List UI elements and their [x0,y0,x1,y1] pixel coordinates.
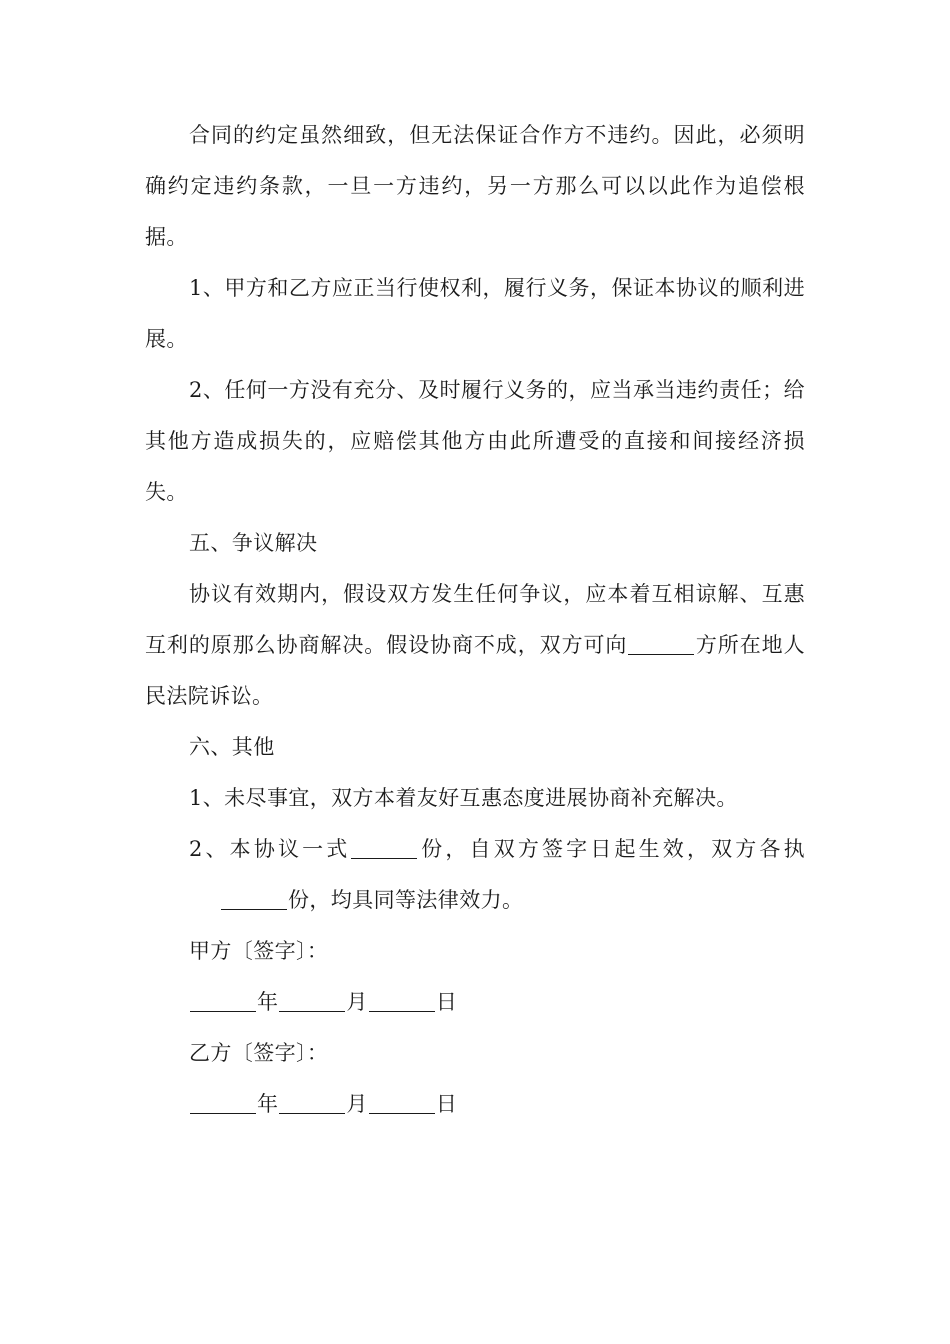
blank-field-day-b[interactable] [369,1092,435,1114]
blank-field-month-a[interactable] [279,990,345,1012]
blank-field-year-a[interactable] [190,990,256,1012]
day-label: 日 [435,1092,458,1116]
month-label: 月 [346,990,368,1014]
section-heading-other: 六、其他 [189,735,275,759]
paragraph-breach-intro: 合同的约定虽然细致，但无法保证合作方不违约。因此，必须明确约定违约条款，一旦一方违约，另一方那么可以以此作为追偿根据。 [145,123,805,249]
paragraph-dispute [145,569,805,722]
dispute-text-a: 协议有效期内，假设双方发生任何争议，应本着互相谅解、互惠互利的原那么协商解决。假设协商不成，双方可向 [145,582,805,657]
year-label: 年 [257,990,279,1014]
paragraph-clause-2: 2、任何一方没有充分、及时履行义务的，应当承当违约责任；给其他方造成损失的，应赔偿其他方由此所遭受的直接和间接经济损失。 [145,378,805,504]
signature-label-party-b: 乙方〔签字〕： [189,1041,329,1065]
signature-label-party-a: 甲方〔签字〕： [189,939,329,963]
copies-text-b: 份，自双方签字日起生效，双方各执 [418,837,805,861]
document-page [145,110,805,1130]
signature-date-party-a [145,977,805,1028]
section-heading-dispute: 五、争议解决 [189,531,318,555]
month-label: 月 [346,1092,368,1116]
blank-field-court[interactable] [628,633,694,655]
paragraph-other-1: 1、未尽事宜，双方本着友好互惠态度进展协商补充解决。 [189,786,738,810]
blank-field-month-b[interactable] [279,1092,345,1114]
year-label: 年 [257,1092,279,1116]
paragraph-other-2 [145,824,805,926]
copies-text-a: 2、本协议一式 [189,837,351,861]
blank-field-copies-total[interactable] [351,837,417,859]
blank-field-day-a[interactable] [369,990,435,1012]
copies-text-c: 份，均具同等法律效力。 [288,888,524,912]
paragraph-clause-1: 1、甲方和乙方应正当行使权利，履行义务，保证本协议的顺利进展。 [145,276,805,351]
day-label: 日 [435,990,458,1014]
blank-field-copies-each[interactable] [221,888,287,910]
signature-date-party-b [145,1079,805,1130]
blank-field-year-b[interactable] [190,1092,256,1114]
dispute-text-b: 方所在地人民法院诉讼。 [145,633,805,708]
